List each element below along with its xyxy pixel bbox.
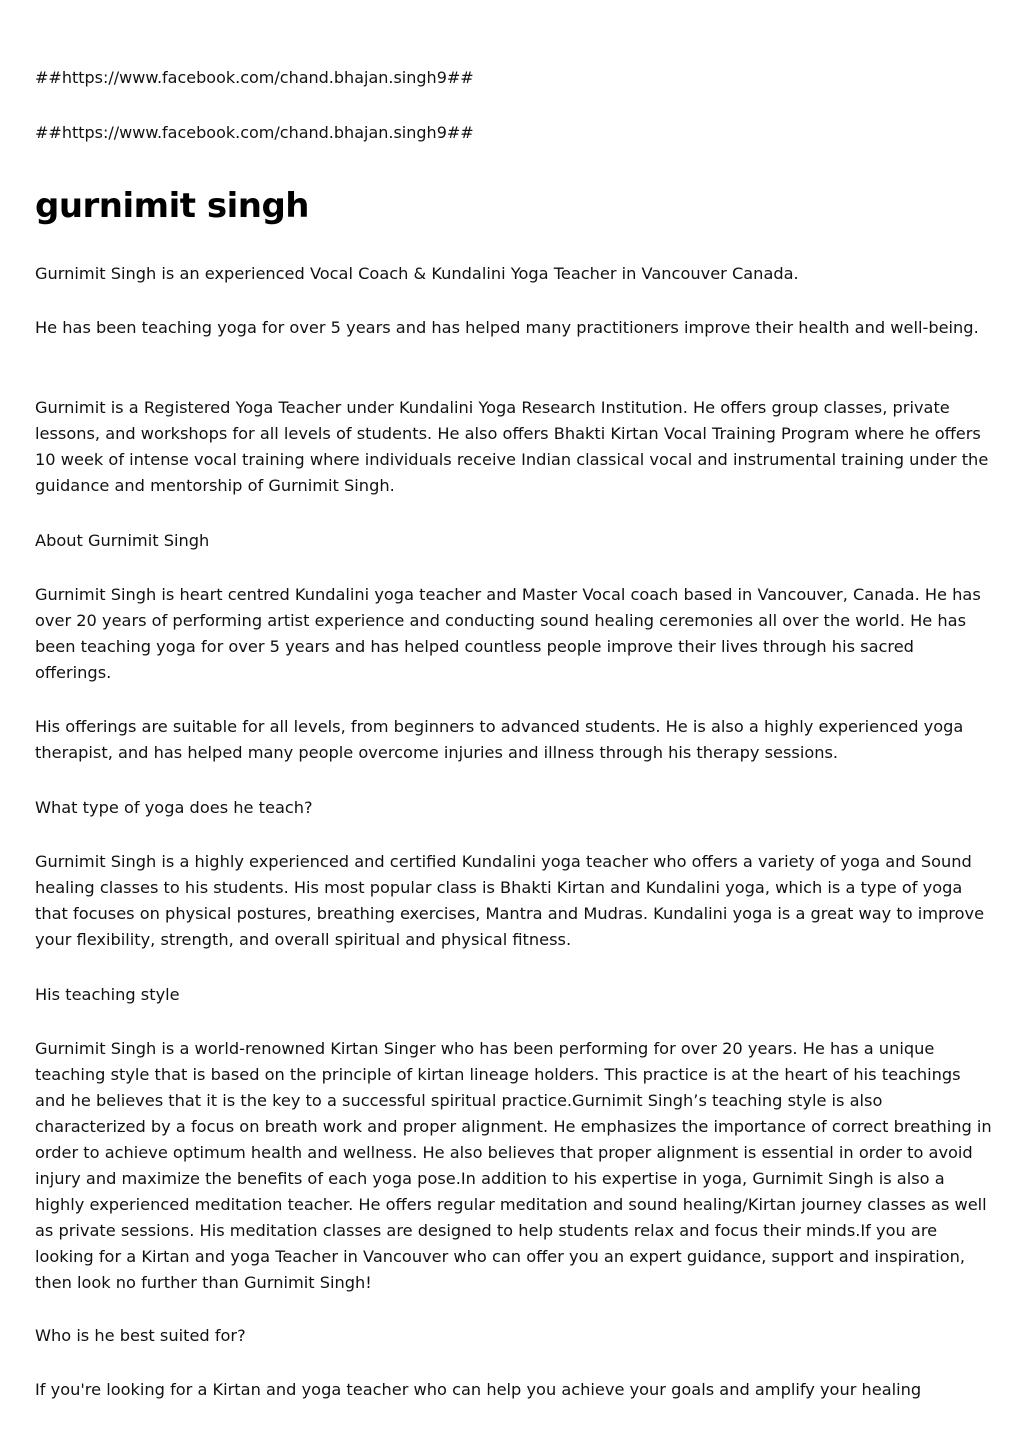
teaching-years-paragraph: He has been teaching yoga for over 5 years and has helped many practitioners improve their health and well-being. [35, 318, 979, 337]
suited-for-heading: Who is he best suited for? [35, 1326, 246, 1345]
facebook-link-text-1: ##https://www.facebook.com/chand.bhajan.singh9## [35, 68, 474, 87]
page-title: gurnimit singh [35, 186, 309, 226]
yoga-type-paragraph: Gurnimit Singh is a highly experienced and certified Kundalini yoga teacher who offers a variety of yoga and Sound healing classes to his students. His most popular class is Bhakti Kirtan and Kundalini yoga, which is a type of yoga that focuses on physical postures, breathing exercises, Mantra and Mudras. Kundalini yoga is a great way to improve your flexibility, strength, and overall spiritual and physical fitness. [35, 852, 985, 949]
yoga-type-heading: What type of yoga does he teach? [35, 798, 313, 817]
teaching-style-heading: His teaching style [35, 985, 180, 1004]
suited-for-paragraph: If you're looking for a Kirtan and yoga teacher who can help you achieve your goals and amplify your healing [35, 1380, 922, 1399]
facebook-link-text-2: ##https://www.facebook.com/chand.bhajan.singh9## [35, 123, 474, 142]
registered-teacher-paragraph: Gurnimit is a Registered Yoga Teacher under Kundalini Yoga Research Institution. He offers group classes, private lessons, and workshops for all levels of students. He also offers Bhakti Kirtan Vocal Training Program where he offers 10 week of intense vocal training where individuals receive Indian classical vocal and instrumental training under the guidance and mentorship of Gurnimit Singh. [35, 398, 989, 495]
intro-paragraph: Gurnimit Singh is an experienced Vocal Coach & Kundalini Yoga Teacher in Vancouver Canada. [35, 264, 799, 283]
about-heading: About Gurnimit Singh [35, 531, 210, 550]
offerings-paragraph: His offerings are suitable for all levels, from beginners to advanced students. He is also a highly experienced yoga therapist, and has helped many people overcome injuries and illness through his therapy sessions. [35, 717, 964, 762]
about-paragraph: Gurnimit Singh is heart centred Kundalini yoga teacher and Master Vocal coach based in Vancouver, Canada. He has over 20 years of performing artist experience and conducting sound healing ceremonies all over the world. He has been teaching yoga for over 5 years and has helped countless people improve their lives through his sacred offerings. [35, 585, 981, 682]
teaching-style-paragraph: Gurnimit Singh is a world-renowned Kirtan Singer who has been performing for over 20 years. He has a unique teaching style that is based on the principle of kirtan lineage holders. This practice is at the heart of his teachings and he believes that it is the key to a successful spiritual practice.Gurnimit Singh’s teaching style is also characterized by a focus on breath work and proper alignment. He emphasizes the importance of correct breathing in order to achieve optimum health and wellness. He also believes that proper alignment is essential in order to avoid injury and maximize the benefits of each yoga pose.In addition to his expertise in yoga, Gurnimit Singh is also a highly experienced meditation teacher. He offers regular meditation and sound healing/Kirtan journey classes as well as private sessions. His meditation classes are designed to help students relax and focus their minds.If you are looking for a Kirtan and yoga Teacher in Vancouver who can offer you an expert guidance, support and inspiration, then look no further than Gurnimit Singh! [35, 1039, 992, 1292]
